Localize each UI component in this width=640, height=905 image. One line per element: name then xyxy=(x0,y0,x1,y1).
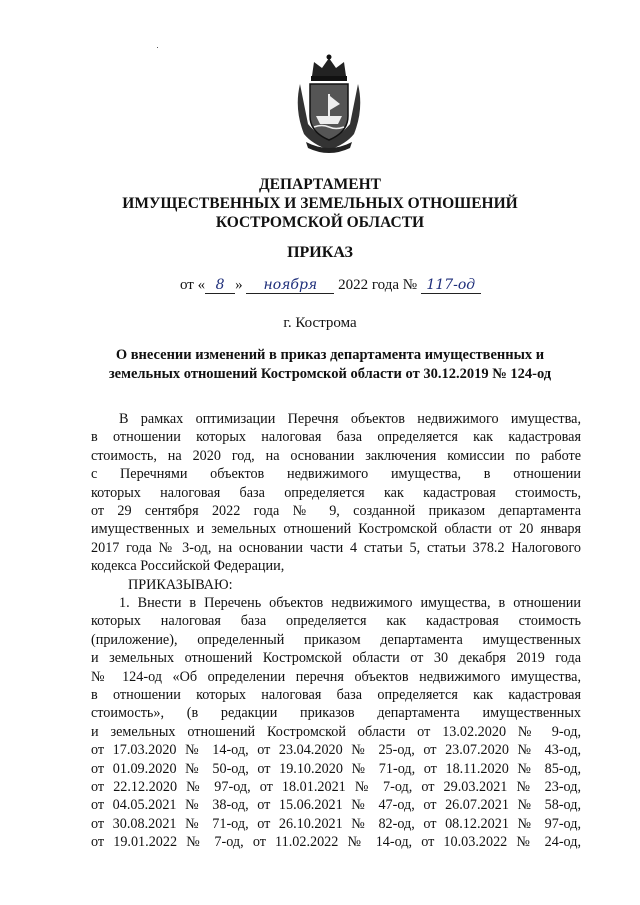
body-line: от 04.05.2021 № 38-од, от 15.06.2021 № 47-од, от 26.07.2021 № 58-од, xyxy=(91,797,581,814)
body-line: от 19.01.2022 № 7-од, от 11.02.2022 № 14-од, от 10.03.2022 № 24-од, xyxy=(91,834,581,851)
department-name-line2: ИМУЩЕСТВЕННЫХ И ЗЕМЕЛЬНЫХ ОТНОШЕНИЙ xyxy=(122,195,518,212)
subject-line1: О внесении изменений в приказ департамента имущественных и xyxy=(115,347,545,363)
department-name-line1: ДЕПАРТАМЕНТ xyxy=(258,176,382,193)
order-title: ПРИКАЗ xyxy=(287,244,353,261)
body-line: (приложение), определенный приказом департамента имущественных xyxy=(91,631,581,648)
body-line: имущественных и земельных отношений Костромской области от 20 января xyxy=(91,521,581,538)
body-line: от 22.12.2020 № 97-од, от 18.01.2021 № 7-од, от 29.03.2021 № 23-од, xyxy=(91,779,581,795)
order-number: 117-од xyxy=(421,278,481,294)
body-line: от 17.03.2020 № 14-од, от 23.04.2020 № 25-од, от 23.07.2020 № 43-од, xyxy=(91,742,581,759)
body-line: стоимость», (в редакции приказов департамента имущественных xyxy=(91,705,581,722)
body-line: № 124-од «Об определении перечня объектов недвижимого имущества, xyxy=(91,668,581,685)
body-line: В рамках оптимизации Перечня объектов недвижимого имущества, xyxy=(119,411,581,427)
subject-line2: земельных отношений Костромской области от 30.12.2019 № 124-од xyxy=(108,366,552,382)
body-line: стоимость, на 2020 год, на основании заключения комиссии по работе xyxy=(91,447,581,464)
body-line: от 01.09.2020 № 50-од, от 19.10.2020 № 71-од, от 18.11.2020 № 85-од, xyxy=(91,760,581,777)
date-day-close: » xyxy=(235,277,243,293)
city: г. Кострома xyxy=(283,315,357,331)
body-line: ПРИКАЗЫВАЮ: xyxy=(128,576,233,593)
date-day: 8 xyxy=(205,278,235,294)
body-line: в отношении которых налоговая база определяется как кадастровая xyxy=(91,687,581,703)
body-line: и земельных отношений Костромской области от 30 декабря 2019 года xyxy=(91,650,581,667)
body-line: от 30.08.2021 № 71-од, от 26.10.2021 № 82-од, от 08.12.2021 № 97-од, xyxy=(91,815,581,832)
date-prefix: от « xyxy=(180,277,206,293)
body-line: 2017 года № 3-од, на основании части 4 статьи 5, статьи 378.2 Налогового xyxy=(91,539,581,556)
body-line: которых налоговая база определяется как кадастровая стоимость xyxy=(91,613,581,630)
body-line: от 29 сентября 2022 года № 9, созданной приказом департамента xyxy=(91,503,581,519)
department-name-line3: КОСТРОМСКОЙ ОБЛАСТИ xyxy=(215,214,425,231)
date-month: ноября xyxy=(246,278,334,294)
date-year: 2022 года № xyxy=(338,277,418,293)
body-line: 1. Внести в Перечень объектов недвижимого имущества, в отношении xyxy=(119,595,581,611)
body-line: и земельных отношений Костромской области от 13.02.2020 № 9-од, xyxy=(91,723,581,740)
body-line: которых налоговая база определяется как кадастровая стоимость, xyxy=(91,484,581,501)
body-line: с Перечнями объектов недвижимого имущества, в отношении xyxy=(91,466,581,483)
body-line: кодекса Российской Федерации, xyxy=(91,558,285,575)
body-line: в отношении которых налоговая база определяется как кадастровая xyxy=(91,429,581,446)
order-dateline xyxy=(180,277,481,294)
scan-speck xyxy=(157,47,158,48)
coat-of-arms-icon xyxy=(292,54,366,154)
